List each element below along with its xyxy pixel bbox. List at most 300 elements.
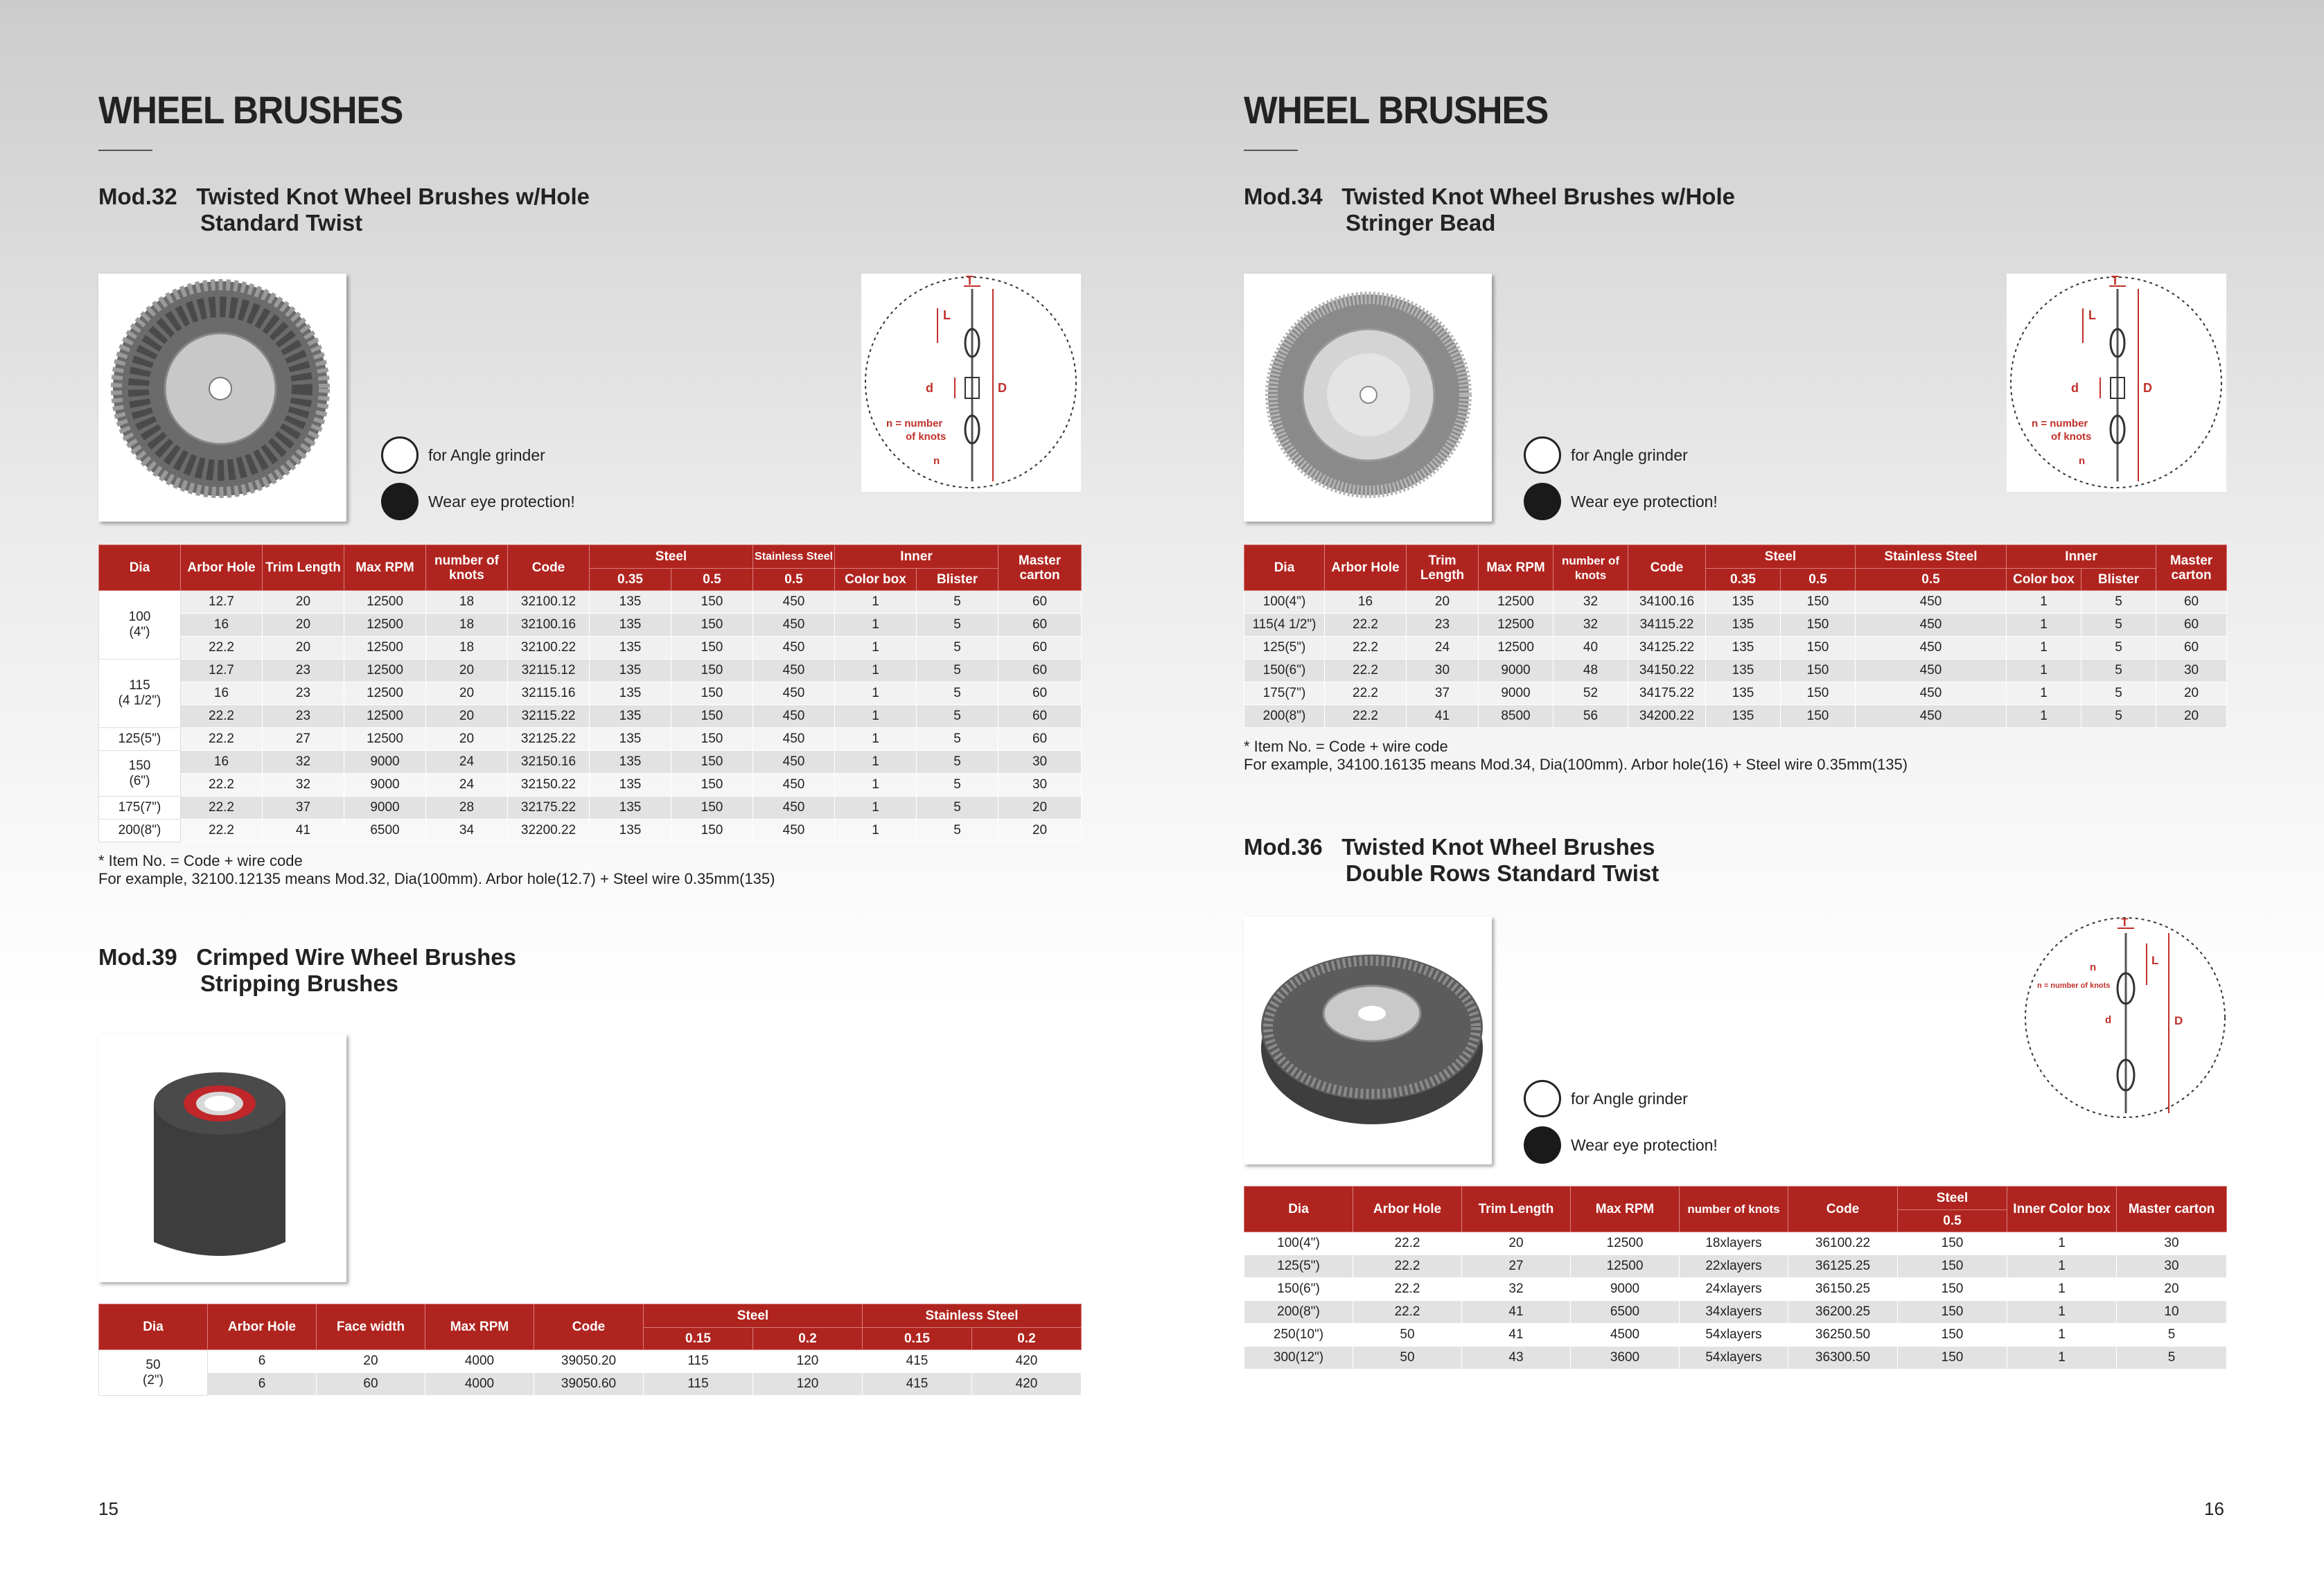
table-cell: 6500 [1571,1301,1680,1324]
table-cell: 9000 [344,774,426,797]
header-steel: Steel [1706,545,1856,569]
diagram-label-d-large: D [998,381,1007,395]
table-cell: 150 [1781,614,1856,637]
header-dia: Dia [99,1304,208,1350]
dia-cell: 115 (4 1/2") [99,659,181,728]
header-stainless-02: 0.2 [972,1328,1082,1350]
table-cell: 135 [590,682,671,705]
table-row [1244,1232,2227,1255]
table-cell: 1 [2007,1324,2117,1347]
table-cell: 3600 [1571,1347,1680,1369]
table-cell: 1 [2007,1255,2117,1278]
table-cell: 150 [1898,1347,2007,1369]
table-cell: 34200.22 [1628,705,1706,728]
table-cell: 1 [835,659,917,682]
header-max-rpm: Max RPM [1571,1187,1680,1232]
table-row [99,728,1082,751]
table-cell: 60 [2156,637,2227,659]
header-blister: Blister [917,569,998,591]
table-cell: 1 [835,682,917,705]
table-cell: 5 [2117,1324,2227,1347]
page-number-right: 16 [2204,1498,2224,1519]
table-cell: 450 [753,614,835,637]
table-cell: 22.2 [1353,1278,1462,1301]
table-row [99,1350,1082,1373]
table-cell: 12500 [344,591,426,614]
table-cell: 23 [263,705,344,728]
diagram-label-d-small: d [2105,1014,2112,1026]
dia-cell: 125(5") [1244,1255,1353,1278]
title-rule [98,150,152,151]
table-row [99,659,1082,682]
table-cell: 34115.22 [1628,614,1706,637]
table-cell: 5 [2081,591,2156,614]
table-cell: 34 [426,819,508,842]
table-cell: 6 [208,1373,317,1396]
dia-cell: 100(4") [1244,1232,1353,1255]
table-cell: 23 [263,682,344,705]
header-steel: Steel [590,545,753,569]
diagram-label-of-knots: of knots [906,431,947,443]
table-cell: 150 [671,751,753,774]
table-cell: 115 [644,1373,753,1396]
diagram-label-d-small: d [926,381,933,395]
mod36-dimension-diagram [2023,916,2228,1120]
table-cell: 22.2 [1325,659,1407,682]
diagram-label-n: n [2079,455,2086,467]
table-cell: 24 [426,774,508,797]
table-row [99,751,1082,774]
page-title-right: WHEEL BRUSHES [1244,88,1549,132]
table-cell: 450 [753,591,835,614]
table-cell: 1 [2007,682,2081,705]
table-cell: 34125.22 [1628,637,1706,659]
table-cell: 135 [590,774,671,797]
header-max-rpm: Max RPM [425,1304,534,1350]
dia-cell: 125(5") [99,728,181,751]
table-cell: 5 [2117,1347,2227,1369]
table-cell: 32100.22 [508,637,590,659]
table-cell: 20 [263,614,344,637]
header-inner: Inner [835,545,998,569]
table-cell: 150 [671,705,753,728]
table-cell: 135 [590,797,671,819]
table-cell: 34150.22 [1628,659,1706,682]
table-cell: 150 [671,591,753,614]
table-cell: 4500 [1571,1324,1680,1347]
table-cell: 30 [1407,659,1479,682]
table-cell: 23 [1407,614,1479,637]
angle-grinder-icon [381,436,419,474]
table-cell: 150 [1898,1301,2007,1324]
mod34-product-photo [1244,274,1492,522]
dia-cell: 100 (4") [99,591,181,659]
table-cell: 1 [2007,614,2081,637]
header-inner-color-box: Inner Color box [2007,1187,2117,1232]
table-cell: 150 [1781,659,1856,682]
table-cell: 60 [317,1373,425,1396]
table-cell: 4000 [425,1373,534,1396]
table-cell: 32150.22 [508,774,590,797]
table-cell: 22.2 [181,819,263,842]
table-cell: 20 [2156,705,2227,728]
table-cell: 150 [671,682,753,705]
header-master-carton: Master carton [2117,1187,2227,1232]
header-blister: Blister [2081,569,2156,591]
table-cell: 5 [2081,682,2156,705]
table-cell: 5 [917,797,998,819]
table-cell: 30 [998,751,1082,774]
table-cell: 30 [998,774,1082,797]
table-row [1244,1301,2227,1324]
table-cell: 150 [1781,637,1856,659]
table-cell: 450 [753,774,835,797]
table-cell: 450 [753,728,835,751]
mod39-title: Crimped Wire Wheel Brushes [196,944,517,970]
table-cell: 450 [1856,682,2007,705]
table-cell: 120 [753,1373,863,1396]
table-cell: 150 [671,774,753,797]
table-cell: 18 [426,637,508,659]
table-cell: 34100.16 [1628,591,1706,614]
table-cell: 36200.25 [1788,1301,1898,1324]
table-cell: 6 [208,1350,317,1373]
table-cell: 60 [2156,591,2227,614]
table-cell: 135 [590,819,671,842]
mod32-title: Twisted Knot Wheel Brushes w/Hole [196,184,590,209]
feature-angle-grinder [1524,1079,1688,1119]
header-number-of-knots: number of knots [1680,1187,1788,1232]
table-cell: 135 [1706,591,1781,614]
header-face-width: Face width [317,1304,425,1350]
table-cell: 9000 [344,797,426,819]
mod34-heading [1244,184,1735,236]
mod34-subtitle: Stringer Bead [1346,210,1496,236]
mod36-code: Mod.36 [1244,834,1323,860]
diagram-label-of-knots: of knots [2051,431,2092,443]
eye-protection-icon [1524,1126,1561,1164]
table-cell: 135 [590,591,671,614]
table-cell: 32100.12 [508,591,590,614]
dia-cell: 175(7") [1244,682,1325,705]
table-cell: 5 [917,819,998,842]
table-row [1244,1324,2227,1347]
table-row [99,614,1082,637]
table-cell: 150 [1781,591,1856,614]
dia-cell: 250(10") [1244,1324,1353,1347]
table-cell: 60 [998,728,1082,751]
table-cell: 5 [917,705,998,728]
table-cell: 60 [998,682,1082,705]
table-cell: 30 [2156,659,2227,682]
header-stainless-05: 0.5 [753,569,835,591]
table-cell: 1 [835,614,917,637]
table-cell: 54xlayers [1680,1347,1788,1369]
feature-eye-label: Wear eye protection! [428,492,575,511]
table-cell: 135 [590,728,671,751]
mod32-note [98,852,775,888]
table-cell: 22.2 [1353,1255,1462,1278]
table-cell: 1 [835,751,917,774]
table-cell: 135 [590,614,671,637]
table-cell: 5 [2081,614,2156,637]
table-cell: 22.2 [181,728,263,751]
header-steel-05: 0.5 [1781,569,1856,591]
table-cell: 450 [1856,659,2007,682]
table-cell: 54xlayers [1680,1324,1788,1347]
table-cell: 12500 [344,682,426,705]
header-number-of-knots: number of knots [426,545,508,591]
table-cell: 37 [1407,682,1479,705]
table-cell: 18 [426,614,508,637]
table-cell: 32 [1462,1278,1571,1301]
header-color-box: Color box [2007,569,2081,591]
table-row [99,819,1082,842]
table-cell: 1 [2007,1347,2117,1369]
table-cell: 20 [426,705,508,728]
table-cell: 450 [753,797,835,819]
feature-eye-label: Wear eye protection! [1571,492,1718,511]
header-inner: Inner [2007,545,2156,569]
dia-cell: 100(4") [1244,591,1325,614]
table-cell: 135 [1706,637,1781,659]
header-dia: Dia [1244,1187,1353,1232]
table-row [99,705,1082,728]
table-cell: 20 [317,1350,425,1373]
dia-cell: 175(7") [99,797,181,819]
table-cell: 1 [835,591,917,614]
page-title-left: WHEEL BRUSHES [98,88,403,132]
header-arbor-hole: Arbor Hole [181,545,263,591]
dia-cell: 200(8") [1244,1301,1353,1324]
diagram-label-t: T [2111,274,2119,287]
table-cell: 36300.50 [1788,1347,1898,1369]
dia-cell: 200(8") [1244,705,1325,728]
table-cell: 115 [644,1350,753,1373]
table-cell: 150 [671,728,753,751]
table-cell: 41 [1462,1301,1571,1324]
table-cell: 12500 [344,637,426,659]
table-row [99,797,1082,819]
mod36-heading [1244,834,1659,887]
mod36-product-photo [1244,916,1492,1164]
table-cell: 32 [263,774,344,797]
table-cell: 60 [998,614,1082,637]
table-cell: 1 [2007,1301,2117,1324]
mod39-product-photo [98,1034,346,1282]
feature-eye-label: Wear eye protection! [1571,1135,1718,1154]
header-stainless-steel: Stainless Steel [753,545,835,569]
table-cell: 135 [1706,614,1781,637]
dia-cell: 200(8") [99,819,181,842]
header-steel-035: 0.35 [590,569,671,591]
header-steel: Steel [644,1304,863,1328]
table-cell: 1 [835,797,917,819]
mod34-note [1244,738,1908,774]
table-row [1244,1255,2227,1278]
table-cell: 20 [426,682,508,705]
mod34-title: Twisted Knot Wheel Brushes w/Hole [1341,184,1735,209]
table-cell: 22.2 [1325,637,1407,659]
table-cell: 450 [753,682,835,705]
table-cell: 39050.20 [534,1350,644,1373]
table-cell: 5 [2081,705,2156,728]
header-stainless-steel: Stainless Steel [1856,545,2007,569]
diagram-label-n: n [933,455,940,467]
mod39-spec-table [98,1304,1082,1396]
header-stainless-05: 0.5 [1856,569,2007,591]
diagram-label-l: L [943,308,951,322]
table-cell: 22.2 [1325,682,1407,705]
mod32-note-line2: For example, 32100.12135 means Mod.32, Dia(100mm). Arbor hole(12.7) + Steel wire 0.35mm(135) [98,870,775,887]
table-cell: 135 [590,751,671,774]
mod39-subtitle: Stripping Brushes [200,970,399,996]
header-color-box: Color box [835,569,917,591]
eye-protection-icon [381,483,419,520]
header-steel-05: 0.5 [671,569,753,591]
table-cell: 12500 [1479,591,1553,614]
feature-eye-protection [1524,481,1718,522]
table-cell: 32 [1553,614,1628,637]
table-cell: 22.2 [181,774,263,797]
table-cell: 135 [590,659,671,682]
table-cell: 1 [2007,1232,2117,1255]
mod32-note-line1: * Item No. = Code + wire code [98,852,303,869]
table-cell: 9000 [1571,1278,1680,1301]
diagram-label-n-number: n = number [2032,418,2088,429]
table-row [1244,591,2227,614]
table-cell: 16 [181,614,263,637]
dia-cell: 115(4 1/2") [1244,614,1325,637]
table-cell: 150 [671,614,753,637]
mod34-note-line2: For example, 34100.16135 means Mod.34, Dia(100mm). Arbor hole(16) + Steel wire 0.35mm(135) [1244,756,1908,773]
header-stainless-015: 0.15 [863,1328,972,1350]
header-steel: Steel [1898,1187,2007,1210]
table-cell: 48 [1553,659,1628,682]
table-cell: 4000 [425,1350,534,1373]
table-cell: 12500 [344,705,426,728]
table-cell: 16 [181,682,263,705]
table-cell: 23 [263,659,344,682]
table-cell: 41 [1462,1324,1571,1347]
table-cell: 150 [1781,682,1856,705]
table-cell: 22.2 [1325,614,1407,637]
table-cell: 450 [753,751,835,774]
diagram-label-n-number-of-knots: n = number of knots [2037,982,2111,990]
table-cell: 20 [426,659,508,682]
header-arbor-hole: Arbor Hole [1325,545,1407,591]
table-cell: 420 [972,1373,1082,1396]
table-cell: 450 [753,819,835,842]
table-cell: 420 [972,1350,1082,1373]
feature-grinder-label: for Angle grinder [1571,445,1688,464]
table-cell: 9000 [1479,659,1553,682]
table-cell: 20 [1407,591,1479,614]
table-row [99,591,1082,614]
table-cell: 12500 [344,728,426,751]
table-cell: 450 [753,659,835,682]
mod32-product-photo [98,274,346,522]
table-cell: 20 [2117,1278,2227,1301]
table-cell: 43 [1462,1347,1571,1369]
diagram-label-t: T [966,274,974,287]
table-cell: 12.7 [181,591,263,614]
table-cell: 1 [835,819,917,842]
table-cell: 32100.16 [508,614,590,637]
table-cell: 24 [426,751,508,774]
table-row [1244,1347,2227,1369]
diagram-label-l: L [2088,308,2096,322]
table-cell: 20 [2156,682,2227,705]
table-cell: 36150.25 [1788,1278,1898,1301]
mod32-subtitle: Standard Twist [200,210,363,236]
header-steel-015: 0.15 [644,1328,753,1350]
table-cell: 9000 [1479,682,1553,705]
table-cell: 20 [1462,1232,1571,1255]
table-cell: 1 [835,637,917,659]
table-cell: 52 [1553,682,1628,705]
table-cell: 415 [863,1373,972,1396]
dia-cell: 150(6") [1244,1278,1353,1301]
table-cell: 5 [917,682,998,705]
mod39-heading [98,944,516,997]
table-cell: 135 [1706,705,1781,728]
table-cell: 22.2 [181,705,263,728]
table-cell: 22.2 [1353,1301,1462,1324]
table-cell: 135 [1706,659,1781,682]
table-cell: 12.7 [181,659,263,682]
table-cell: 5 [917,591,998,614]
header-master-carton: Master carton [2156,545,2227,591]
table-cell: 32200.22 [508,819,590,842]
mod32-heading [98,184,590,236]
diagram-label-d-large: D [2143,381,2152,395]
table-cell: 150 [1898,1255,2007,1278]
table-cell: 150 [1781,705,1856,728]
table-cell: 150 [671,819,753,842]
table-cell: 41 [263,819,344,842]
table-cell: 34175.22 [1628,682,1706,705]
table-cell: 32150.16 [508,751,590,774]
table-row [1244,614,2227,637]
mod34-code: Mod.34 [1244,184,1323,209]
feature-eye-protection [381,481,575,522]
table-cell: 36250.50 [1788,1324,1898,1347]
table-cell: 32115.16 [508,682,590,705]
dia-cell: 150 (6") [99,751,181,797]
table-cell: 24xlayers [1680,1278,1788,1301]
table-cell: 22.2 [181,797,263,819]
diagram-label-t: T [2121,916,2129,929]
table-cell: 1 [2007,659,2081,682]
table-cell: 450 [1856,705,2007,728]
table-cell: 12500 [1479,614,1553,637]
mod36-subtitle: Double Rows Standard Twist [1346,860,1660,886]
table-cell: 24 [1407,637,1479,659]
header-code: Code [534,1304,644,1350]
table-cell: 1 [835,705,917,728]
header-steel-02: 0.2 [753,1328,863,1350]
table-row [1244,637,2227,659]
table-cell: 415 [863,1350,972,1373]
table-cell: 60 [2156,614,2227,637]
mod36-spec-table [1244,1186,2227,1369]
feature-grinder-label: for Angle grinder [1571,1089,1688,1108]
eye-protection-icon [1524,483,1561,520]
table-cell: 5 [917,637,998,659]
table-cell: 12500 [344,614,426,637]
table-row [99,774,1082,797]
